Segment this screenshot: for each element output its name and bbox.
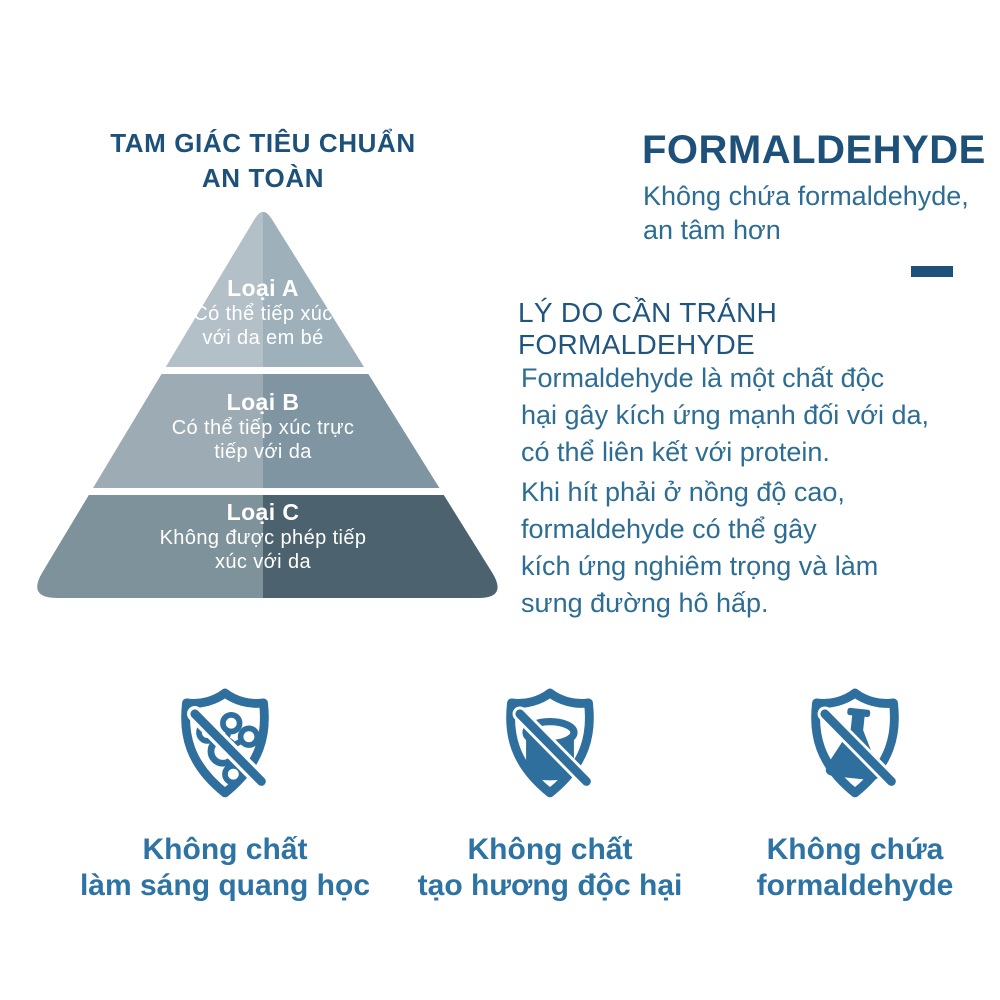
- section-divider-dash: [911, 266, 953, 277]
- pyramid-title: [25, 126, 501, 196]
- pyramid-level-a-name: Loại A: [227, 275, 299, 301]
- reason-paragraph-2: Khi hít phải ở nồng độ cao, formaldehyde có thể gây kích ứng nghiêm trọng và làm sưng đường hô hấp.: [521, 477, 879, 618]
- feature-no-harmful-fragrance: [395, 685, 705, 904]
- no-harmful-fragrance-shield-icon: [498, 685, 602, 803]
- reason-paragraph-1: Formaldehyde là một chất độc hại gây kích ứng mạnh đối với da, có thể liên kết với protein.: [521, 363, 930, 467]
- feature-label-no-optical-brightener: Không chất làm sáng quang học: [79, 833, 371, 902]
- pyramid-title-line-2: AN TOÀN: [201, 163, 325, 193]
- feature-no-optical-brightener: [55, 685, 395, 904]
- feature-label-no-formaldehyde: Không chứa formaldehyde: [756, 833, 954, 902]
- formaldehyde-heading: FORMALDEHYDE: [642, 128, 986, 172]
- pyramid-level-a-description: Có thể tiếp xúc với da em bé: [193, 303, 333, 349]
- pyramid-level-c-name: Loại C: [226, 499, 300, 525]
- feature-label-no-harmful-fragrance: Không chất tạo hương độc hại: [417, 833, 683, 902]
- reasons-section-title: LÝ DO CẦN TRÁNH FORMALDEHYDE: [518, 297, 778, 360]
- no-optical-brightener-shield-icon: [173, 685, 277, 803]
- feature-no-formaldehyde: [710, 685, 1000, 904]
- formaldehyde-subheading: Không chứa formaldehyde, an tâm hơn: [643, 181, 969, 245]
- pyramid-level-b-description: Có thể tiếp xúc trực tiếp với da: [171, 417, 355, 463]
- pyramid-level-c-description: Không được phép tiếp xúc với da: [159, 527, 367, 573]
- pyramid-level-b-name: Loại B: [226, 389, 300, 415]
- safety-standard-pyramid: [25, 203, 515, 603]
- pyramid-title-line-1: TAM GIÁC TIÊU CHUẨN: [110, 128, 416, 158]
- no-formaldehyde-shield-icon: [803, 685, 907, 803]
